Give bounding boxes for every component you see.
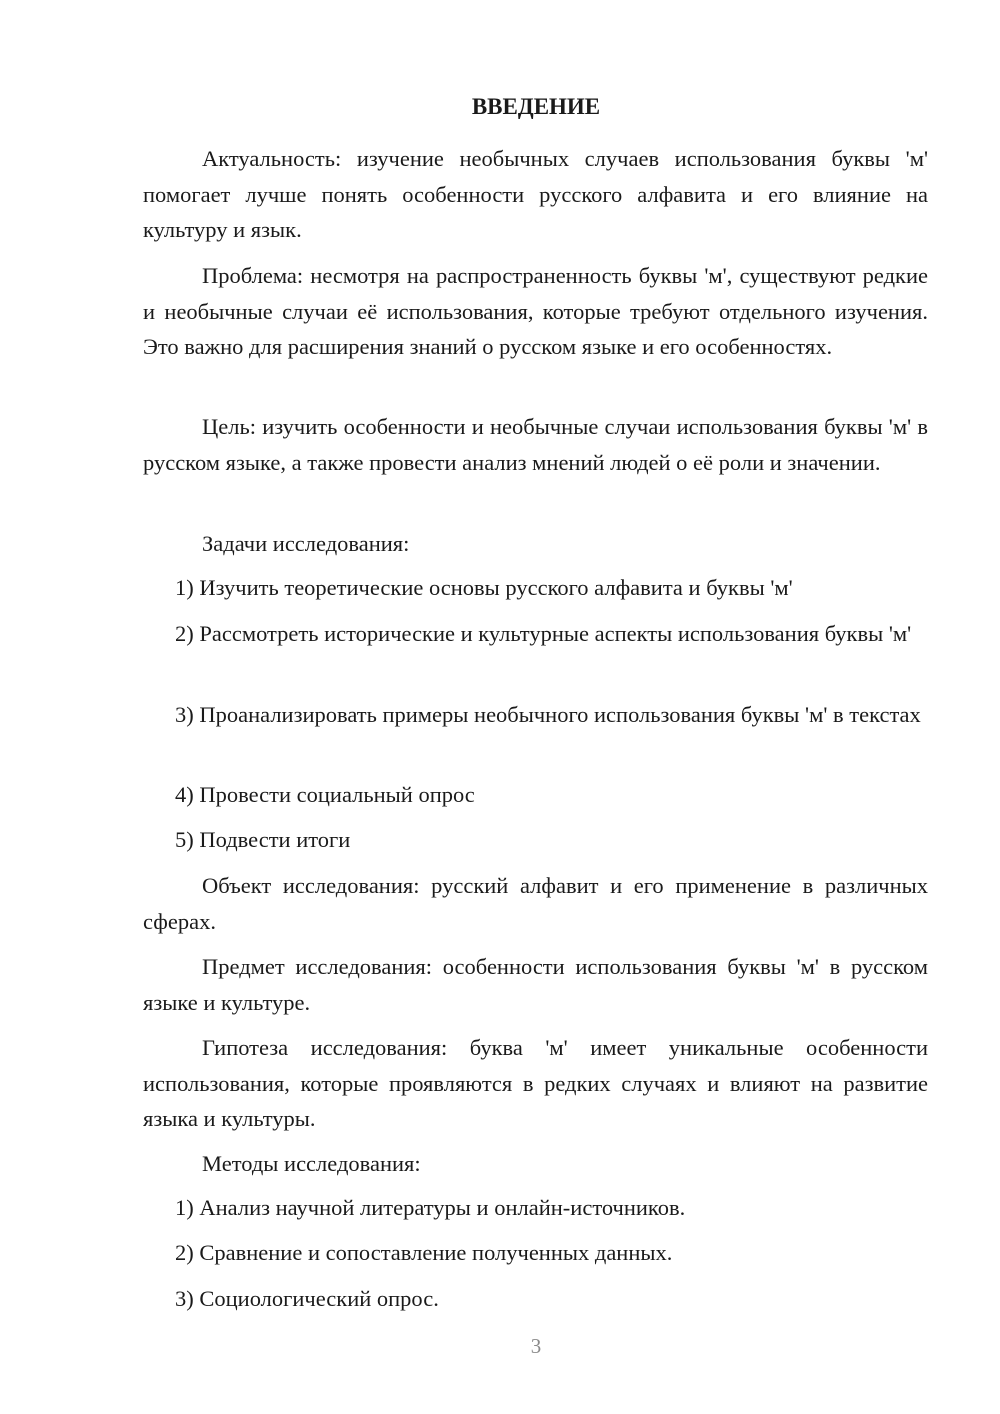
object-paragraph: Объект исследования: русский алфавит и его применение в различных сферах. xyxy=(143,873,928,934)
relevance-paragraph: Актуальность: изучение необычных случаев использования буквы 'м' помогает лучше понять особенности русского алфавита и его влияние на культуру и язык. xyxy=(143,146,928,242)
goal-paragraph: Цель: изучить особенности и необычные случаи использования буквы 'м' в русском языке, а также провести анализ мнений людей о её роли и значении. xyxy=(143,414,928,475)
methods-heading: Методы исследования: xyxy=(202,1151,421,1176)
section-title: ВВЕДЕНИЕ xyxy=(471,94,601,119)
page-number: 3 xyxy=(530,1334,542,1358)
method-item: 3) Социологический опрос. xyxy=(175,1286,439,1311)
subject-paragraph: Предмет исследования: особенности использования буквы 'м' в русском языке и культуре. xyxy=(143,954,928,1015)
task-item: 5) Подвести итоги xyxy=(175,827,351,852)
method-item: 2) Сравнение и сопоставление полученных данных. xyxy=(175,1240,673,1265)
task-item: 2) Рассмотреть исторические и культурные аспекты использования буквы 'м' xyxy=(175,621,912,646)
task-item: 3) Проанализировать примеры необычного использования буквы 'м' в текстах xyxy=(175,702,921,727)
tasks-heading: Задачи исследования: xyxy=(202,531,410,556)
method-item: 1) Анализ научной литературы и онлайн-источников. xyxy=(175,1195,686,1220)
problem-paragraph: Проблема: несмотря на распространенность буквы 'м', существуют редкие и необычные случаи её использования, которые требуют отдельного изучения. Это важно для расширения знаний о русском языке и его особенностях. xyxy=(143,263,928,359)
hypothesis-paragraph: Гипотеза исследования: буква 'м' имеет уникальные особенности использования, которые проявляются в редких случаях и влияют на развитие языка и культуры. xyxy=(143,1035,928,1131)
task-item: 4) Провести социальный опрос xyxy=(175,782,475,807)
task-item: 1) Изучить теоретические основы русского алфавита и буквы 'м' xyxy=(175,575,793,600)
